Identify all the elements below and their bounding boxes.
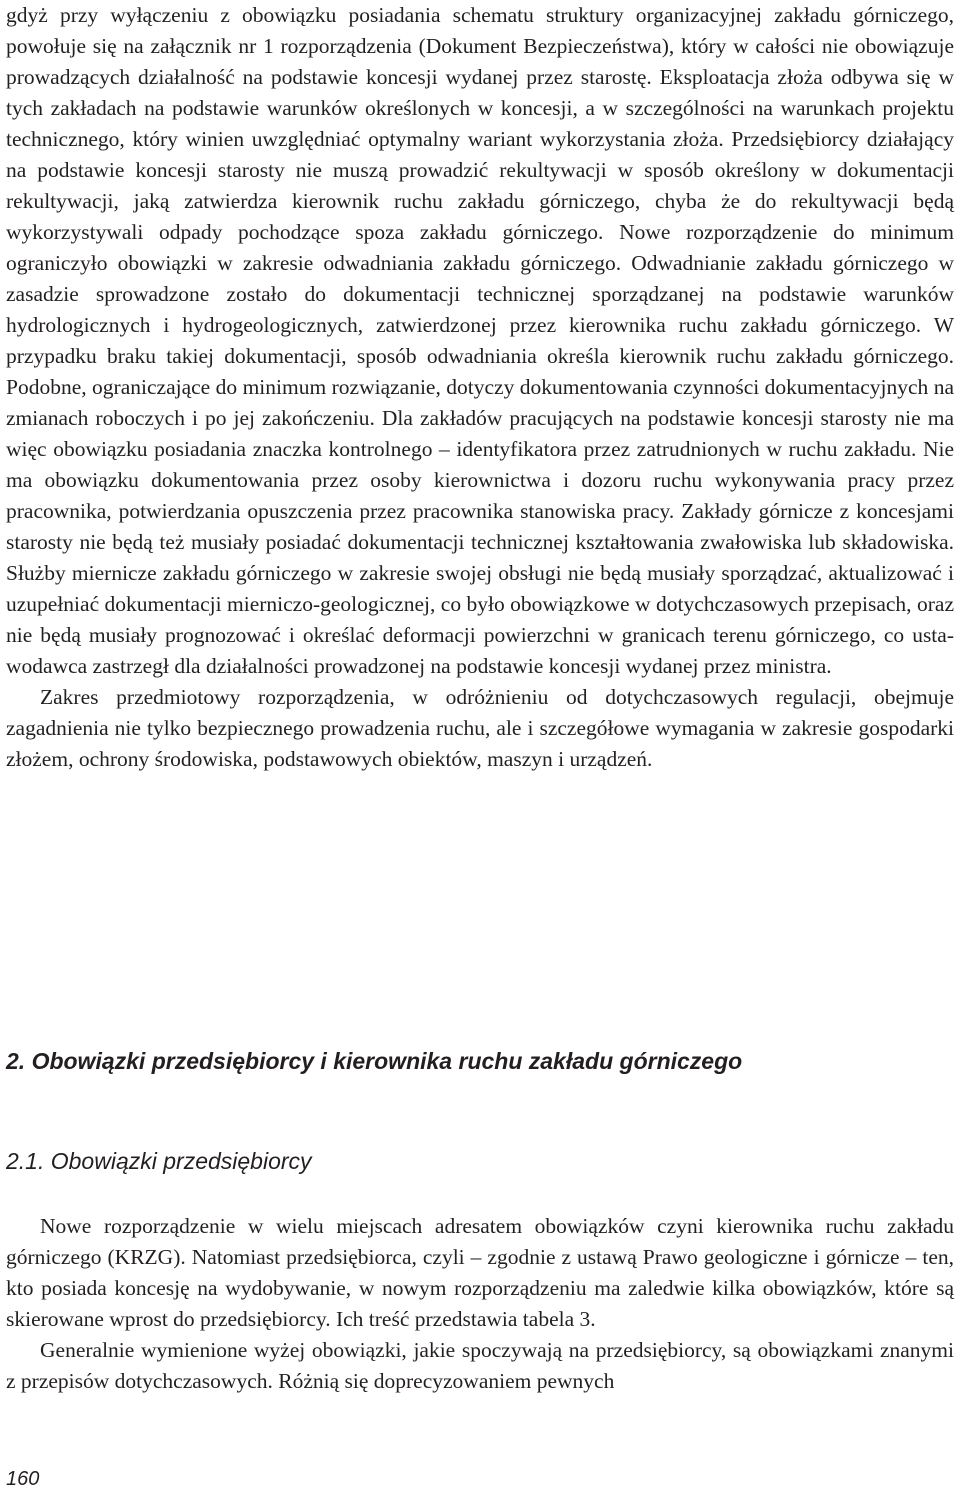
section-heading: 2. Obowiązki przedsiębiorcy i kierownika ruchu zakładu górniczego — [6, 1048, 743, 1074]
paragraph-general-duties: Generalnie wymienione wyżej obowiązki, jakie spoczywają na przedsiębiorcy, są obowiązkami znanymi z przepisów dotychczasowych. Różnią się doprecyzowaniem pewnych — [6, 1338, 954, 1393]
paragraph-continuation: gdyż przy wyłączeniu z obowiązku posiadania schematu struktury organizacyjnej zakładu górniczego, powołuje się na załącznik nr 1 rozporządzenia (Dokument Bezpieczeństwa), który w całości nie obowiązuje prowadzących działalność na podstawie koncesji wydanej przez starostę. Eksploatacja złoża odbywa się w tych zakładach na podstawie warunków określonych w koncesji, a w szczególności na warunkach projektu technicznego, który winien uwzględniać optymalny wariant wykorzystania złoża. Przedsiębiorcy działający na podstawie koncesji starosty nie muszą prowadzić rekultywacji w sposób określony w dokumentacji rekultywacji, jaką zatwierdza kierownik ruchu zakładu górniczego, chyba że do rekultywacji będą wykorzystywali odpady pochodzące spoza zakładu górniczego. Nowe rozporządzenie do minimum ograniczyło obowiązki w zakresie odwadniania zakładu górniczego. Odwadnianie zakładu górniczego w zasadzie sprowadzone zostało do dokumentacji technicznej sporządzanej na podstawie warunków hydrologicznych i hydrogeologicznych, zatwierdzonej przez kierownika ruchu zakładu górniczego. W przypadku braku takiej dokumentacji, sposób odwadniania określa kierownik ruchu zakładu górniczego. Podobne, ograniczające do minimum rozwiązanie, dotyczy dokumentowania czynności dokumentacyjnych na zmianach roboczych i po jej zakończeniu. Dla zakładów pracujących na podstawie koncesji starosty nie ma więc obowiązku posiadania znaczka kontrolnego – identyfikatora przez zatrudnionych w ruchu zakładu. Nie ma obowiązku dokumentowania przez osoby kierownictwa i dozoru ruchu wykonywania pracy przez pracownika, potwierdzania opuszczenia przez pracownika stanowiska pracy. Zakłady górnicze z koncesjami starosty nie będą też musiały posiadać dokumentacji technicznej kształtowania zwałowiska lub składowiska. Służby miernicze zakładu górniczego w zakresie swojej obsługi nie będą musiały sporządzać, aktualizować i uzupełniać dokumentacji mierniczo-geologicznej, co było obowiązkowe w dotychczasowych przepisach, oraz nie będą musiały prognozować i określać deformacji powierzchni w granicach terenu górniczego, co ustawodawca zastrzegł dla działalności prowadzonej na podstawie koncesji wydanej przez ministra. — [6, 3, 954, 678]
body-text-top — [6, 0, 954, 775]
page-number: 160 — [6, 1468, 40, 1490]
body-text-bottom — [6, 1211, 954, 1397]
paragraph-scope: Zakres przedmiotowy rozporządzenia, w odróżnieniu od dotychczasowych regulacji, obejmuje zagadnienia nie tylko bezpiecznego prowadzenia ruchu, ale i szczegółowe wymagania w zakresie gospodarki złożem, ochrony środowiska, podstawowych obiektów, maszyn i urządzeń. — [6, 685, 954, 771]
paragraph-new-regulation: Nowe rozporządzenie w wielu miejscach adresatem obowiązków czyni kierownika ruchu zakładu górniczego (KRZG). Natomiast przedsiębiorca, czyli – zgodnie z ustawą Prawo geologiczne i górnicze – ten, kto posiada koncesję na wydobywanie, w nowym rozporządzeniu ma zaledwie kilka obowiązków, które są skierowane wprost do przedsiębiorcy. Ich treść przedstawia tabela 3. — [6, 1214, 954, 1331]
subsection-heading: 2.1. Obowiązki przedsiębiorcy — [6, 1148, 312, 1174]
